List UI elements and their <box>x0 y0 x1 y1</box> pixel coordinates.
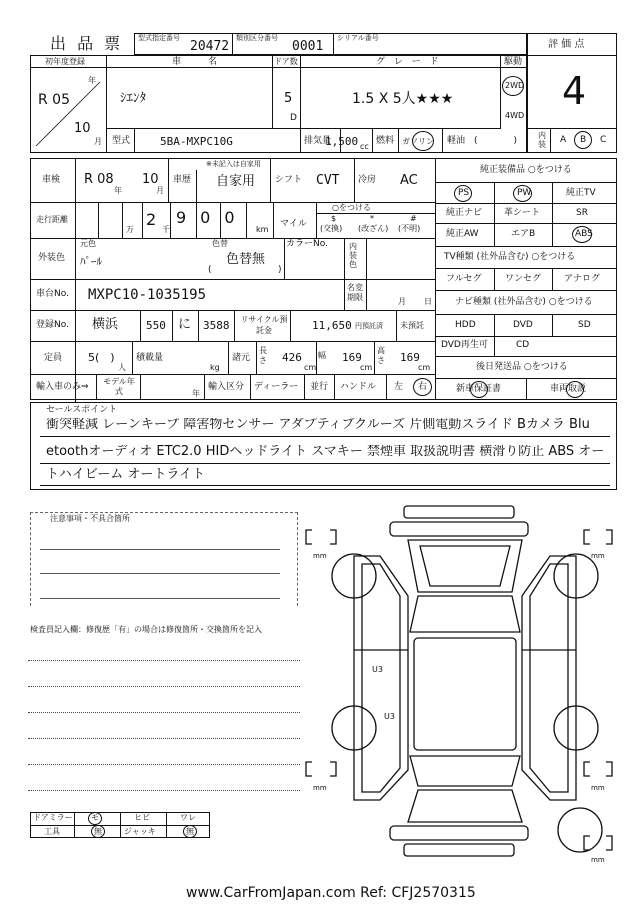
tools-value: 無 <box>94 827 102 836</box>
equip-navi: 純正ナビ <box>446 208 483 218</box>
displacement-unit: cc <box>360 142 369 151</box>
damage-mark-2: U3 <box>384 712 395 721</box>
car-name-label: 車 名 <box>172 57 221 67</box>
capacity-label: 定員 <box>44 353 63 363</box>
mileage-km-unit: km <box>256 225 269 234</box>
doors-label: ドア数 <box>274 57 298 66</box>
height-label: 高さ <box>377 346 385 365</box>
jack-value: 無 <box>186 827 194 836</box>
break-label: ワレ <box>180 813 196 822</box>
inspection-year-unit: 年 <box>114 186 122 195</box>
capacity-value: 5( ) <box>88 351 115 364</box>
grade-label: グ レ ー ド <box>376 57 442 67</box>
shift-label: シフト <box>275 175 303 185</box>
rating-label: 評 価 点 <box>548 39 585 50</box>
drive-4wd: 4WD <box>505 111 525 120</box>
inspection-label: 車検 <box>42 175 61 185</box>
fuel-diesel: 軽油 <box>447 136 466 146</box>
load-label: 積載量 <box>136 353 164 363</box>
recycle-unit: 円預託済 <box>355 322 383 330</box>
tv-oneseg: ワンセグ <box>505 274 542 284</box>
form-title: 出 品 票 <box>50 34 124 53</box>
import-dealer: ディーラー <box>254 382 299 392</box>
spec-label: 諸元 <box>232 353 251 363</box>
interior-grade-c: C <box>600 135 607 145</box>
mm-label-fr: mm <box>591 552 605 560</box>
type-number-label: 型式指定番号 <box>138 34 180 42</box>
length-label: 長さ <box>259 346 267 365</box>
caution-label: 注意事項・不具合箇所 <box>50 514 130 523</box>
later-warranty-circle <box>470 381 488 398</box>
caution-box <box>30 512 298 606</box>
dvd-play: DVD再生可 <box>441 340 488 350</box>
mileage-altered: (改ざん) <box>358 224 389 233</box>
model-label: 型式 <box>112 136 131 146</box>
model-value: 5BA-MXPC10G <box>160 135 233 148</box>
drive-2wd: 2WD <box>505 81 525 90</box>
color-change-label: 色替 <box>212 239 228 248</box>
reg-number: 3588 <box>203 319 230 332</box>
inspection-month: 10 <box>142 172 159 187</box>
equip-airbag: エアB <box>511 229 536 239</box>
later-title: 後日発送品 ○をつける <box>476 362 568 372</box>
first-reg-month-unit: 月 <box>94 137 102 146</box>
color-change-value: 色替無 <box>226 252 266 267</box>
mileage-exchange: (交換) <box>320 224 343 233</box>
first-reg-era: R 05 <box>38 92 70 108</box>
serial-label: シリアル番号 <box>337 34 379 42</box>
name-change-day: 日 <box>424 297 432 306</box>
mileage-circle-note: ○をつける <box>332 203 371 212</box>
equip-pw-circle <box>513 185 532 202</box>
tv-analog: アナログ <box>564 274 601 284</box>
length-unit: cm <box>304 363 317 372</box>
mileage-hash: # <box>410 214 417 223</box>
equip-sr: SR <box>576 208 588 218</box>
recycle-unpaid: 未預託 <box>400 321 424 330</box>
name-change-label: 名変期限 <box>347 283 363 302</box>
history-label: 車歴 <box>173 175 192 185</box>
doors-value: 5 <box>284 91 293 106</box>
reg-label: 登録No. <box>36 320 69 330</box>
chassis-label: 車台No. <box>36 289 69 299</box>
interior-color-label: 内装色 <box>349 242 357 269</box>
handle-left: 左 <box>394 382 404 392</box>
import-type-label: 輸入区分 <box>208 382 245 392</box>
shift-value: CVT <box>316 173 340 188</box>
name-change-month: 月 <box>398 297 406 306</box>
interior-grade-b: B <box>580 135 587 145</box>
chassis-value: MXPC10-1035195 <box>88 287 207 303</box>
width-label: 幅 <box>318 351 326 360</box>
equip-aw: 純正AW <box>446 229 479 239</box>
nav-hdd: HDD <box>455 320 476 330</box>
fuel-other: ( ) <box>474 136 518 146</box>
first-reg-year-unit: 年 <box>88 76 96 85</box>
height-unit: cm <box>418 363 431 372</box>
mm-label-spare: mm <box>591 856 605 864</box>
tv-title: TV種類 (社外品含む) ○をつける <box>444 252 576 262</box>
mileage-star: * <box>370 214 374 223</box>
category-number: 0001 <box>292 39 324 54</box>
tools-circle <box>91 825 105 838</box>
footer-text: www.CarFromJapan.com Ref: CFJ2570315 <box>186 885 476 901</box>
mirror-circle <box>88 812 102 825</box>
mm-label-rr: mm <box>591 784 605 792</box>
color-paren-open: ( <box>208 265 212 275</box>
color-no-label: カラーNo. <box>286 239 328 249</box>
mileage-label: 走行距離 <box>36 215 68 224</box>
history-note: ※未記入は自家用 <box>206 160 261 168</box>
inspection-era: R 08 <box>84 172 114 187</box>
mile-label: マイル <box>280 219 307 229</box>
jack-circle <box>183 825 197 838</box>
color-label: 外装色 <box>38 253 66 263</box>
grade-value: 1.5 X 5人★★★ <box>352 91 454 107</box>
jack-label: ジャッキ <box>124 827 156 836</box>
inspection-month-unit: 月 <box>156 186 164 195</box>
cd-label: CD <box>516 340 530 350</box>
drive-2wd-circle <box>502 76 524 96</box>
car-name: ｼｴﾝﾀ <box>120 91 146 106</box>
type-number: 20472 <box>190 39 230 54</box>
history-value: 自家用 <box>216 174 256 189</box>
equip-leather: 革シート <box>504 208 541 218</box>
height-value: 169 <box>400 351 420 364</box>
displacement-value: 1,500 <box>325 135 359 148</box>
length-value: 426 <box>282 351 302 364</box>
equip-ps: PS <box>458 188 470 198</box>
door-suffix: D <box>290 113 297 123</box>
drive-label: 駆動 <box>504 57 523 67</box>
sales-line-2: etoothオーディオ ETC2.0 HIDヘッドライト スマキー 禁煙車 取扱説明書 横滑り防止 ABS オー <box>46 445 605 458</box>
interior-grade-a: A <box>560 135 567 145</box>
import-label: 輸入車のみ⇒ <box>36 382 89 392</box>
mileage-rest: 900 <box>176 208 249 227</box>
interior-grade-circle <box>574 131 592 149</box>
crack-label: ヒビ <box>134 813 150 822</box>
equip-ps-circle <box>454 185 472 202</box>
mm-label-fl: mm <box>313 552 327 560</box>
nav-sd: SD <box>578 320 591 330</box>
handle-label: ハンドル <box>340 382 377 392</box>
genuine-title: 純正装備品 ○をつける <box>480 165 572 175</box>
sales-label: セールスポイント <box>46 405 118 415</box>
equip-abs-circle <box>572 226 592 243</box>
color-value: ﾊﾟｰﾙ <box>80 255 102 268</box>
mirror-value: モ <box>91 813 99 822</box>
fuel-gasoline-circle <box>412 131 434 151</box>
sales-line-1: 衝突軽減 レーンキープ 障害物センサー アダプティブクルーズ 片側電動スライド Bカメラ Blu <box>46 418 590 431</box>
import-parallel: 並行 <box>310 382 329 392</box>
fuel-gasoline: ガソリン <box>402 137 434 146</box>
reg-class: 550 <box>146 319 166 332</box>
mileage-man-unit: 万 <box>126 225 134 234</box>
nav-dvd: DVD <box>513 320 533 330</box>
orig-color-label: 元色 <box>80 239 96 248</box>
car-diagram <box>300 500 630 870</box>
mileage-man: 2 <box>146 210 157 229</box>
interior-label: 内装 <box>538 131 546 149</box>
tools-label: 工具 <box>44 827 60 836</box>
equip-pw: PW <box>517 188 532 198</box>
width-unit: cm <box>360 363 373 372</box>
category-label: 類別区分番号 <box>236 34 278 42</box>
handle-right-circle <box>413 378 432 396</box>
equip-abs: ABS <box>575 229 593 239</box>
first-reg-month: 10 <box>74 121 91 136</box>
later-manual-circle <box>566 381 584 398</box>
fuel-label: 燃料 <box>376 136 395 146</box>
width-value: 169 <box>342 351 362 364</box>
later-warranty: 新車保証書 <box>456 384 502 394</box>
model-year-label: モデル年式 <box>103 377 135 396</box>
tv-fullseg: フルセグ <box>446 274 482 284</box>
rating-value: 4 <box>562 69 587 113</box>
reg-city: 横浜 <box>92 317 119 332</box>
reg-kana: に <box>178 317 192 332</box>
model-year-unit: 年 <box>192 389 200 398</box>
mm-label-rl: mm <box>313 784 327 792</box>
first-reg-label: 初年度登録 <box>45 57 85 66</box>
ac-value: AC <box>400 173 418 188</box>
mileage-dollar: $ <box>331 214 337 223</box>
nav-title: ナビ種類 (社外品含む) ○をつける <box>455 297 593 307</box>
recycle-value: 11,650 <box>312 319 352 332</box>
color-paren-close: ) <box>278 265 282 275</box>
damage-mark-1: U3 <box>372 665 383 674</box>
displacement-label: 排気量 <box>304 136 332 146</box>
mirror-label: ドアミラー <box>33 813 73 822</box>
handle-right: 右 <box>418 382 428 392</box>
inspector-label: 検査員記入欄：修復歴「有」の場合は修復箇所・交換箇所を記入 <box>30 625 262 634</box>
sales-line-3: トハイビーム オートライト <box>46 467 205 482</box>
mileage-sen-unit: 千 <box>162 225 170 234</box>
equip-tv: 純正TV <box>566 188 596 198</box>
ac-label: 冷房 <box>358 175 377 185</box>
later-manual: 車両取説 <box>550 384 587 394</box>
capacity-unit: 人 <box>118 363 126 372</box>
mileage-unknown: (不明) <box>398 224 421 233</box>
recycle-label: リサイクル預託金 <box>240 315 288 335</box>
load-unit: kg <box>210 363 220 372</box>
